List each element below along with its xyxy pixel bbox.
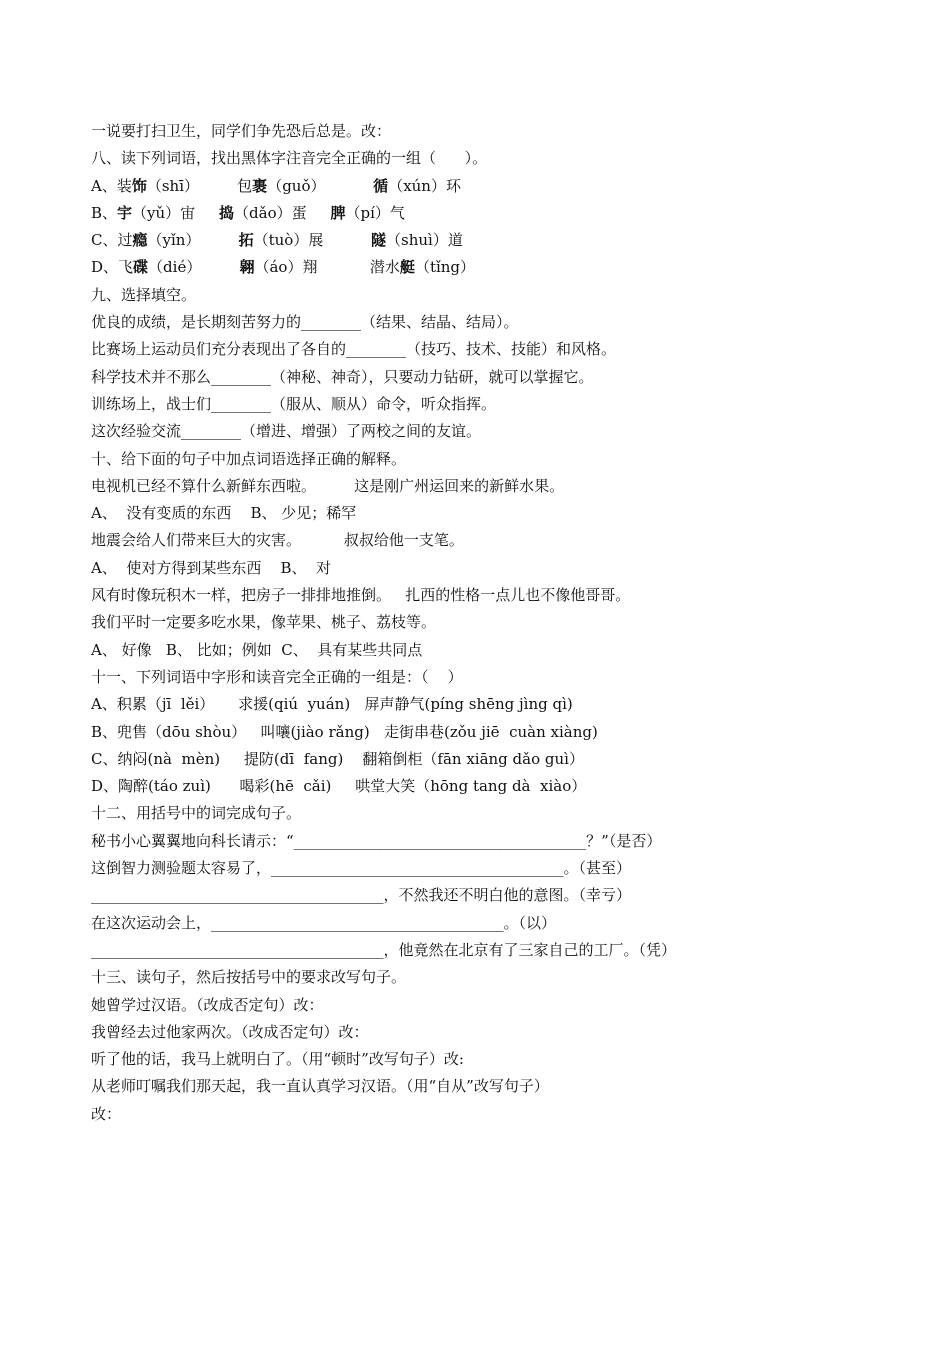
text-line: 从老师叮嘱我们那天起，我一直认真学习汉语。（用“自从”改写句子） — [91, 1077, 549, 1096]
text-line: 这次经验交流________（增进、增强）了两校之间的友谊。 — [91, 422, 482, 441]
text-line — [91, 227, 891, 254]
worksheet-page — [91, 118, 891, 1128]
text-line: 风有时像玩积木一样，把房子一排排地推倒。 扎西的性格一点儿也不像他哥哥。 — [91, 586, 631, 605]
bold-character: 宇 — [117, 203, 133, 222]
bold-character: 拓 — [238, 231, 254, 250]
text-line: 一说要打扫卫生，同学们争先恐后总是。改： — [91, 122, 392, 140]
bold-character: 翱 — [239, 258, 255, 277]
text-line: 十二、用括号中的词完成句子。 — [91, 804, 302, 823]
text-segment: （yǔ）宙 — [132, 203, 220, 222]
text-segment: D、飞 — [91, 258, 134, 277]
text-line: 优良的成绩，是长期刻苦努力的________（结果、结晶、结局）。 — [91, 313, 519, 332]
bold-character: 饰 — [131, 176, 147, 195]
text-segment: （xún）环 — [388, 176, 461, 195]
text-line: 我们平时一定要多吃水果，像苹果、桃子、荔枝等。 — [91, 613, 437, 632]
text-line: 这倒智力测验题太容易了，_______________________________________。（甚至） — [91, 859, 632, 878]
text-segment: （tuò）展 — [253, 231, 371, 250]
text-line: A、积累（jī lěi） 求援(qiú yuán) 屏声静气(píng shēng jìng qì) — [91, 695, 573, 714]
bold-character: 隧 — [371, 231, 387, 250]
text-segment: C、过 — [91, 231, 133, 250]
text-line: A、 没有变质的东西 B、 少见；稀罕 — [91, 504, 357, 523]
text-line: C、纳闷(nà mèn) 提防(dī fang) 翻箱倒柜（fān xiāng dǎo guì） — [91, 749, 584, 768]
text-line: 十、给下面的句子中加点词语选择正确的解释。 — [91, 449, 407, 468]
text-line: 十三、读句子，然后按括号中的要求改写句子。 — [91, 968, 407, 987]
bold-character: 脾 — [330, 203, 346, 222]
text-line: 训练场上，战士们________（服从、顺从）命令，听众指挥。 — [91, 394, 497, 413]
text-line: A、 好像 B、 比如；例如 C、 具有某些共同点 — [91, 640, 423, 659]
text-line: 十一、下列词语中字形和读音完全正确的一组是：（ ） — [91, 667, 463, 686]
text-line: 听了他的话，我马上就明白了。（用“顿时”改写句子）改: — [91, 1050, 464, 1069]
text-line: D、陶醉(táo zuì) 喝彩(hē cǎi) 哄堂大笑（hōng tang dà xiào） — [91, 777, 587, 796]
text-line — [91, 173, 891, 200]
text-line: 九、选择填空。 — [91, 285, 197, 304]
text-segment: （shuì）道 — [386, 231, 463, 250]
text-line — [91, 200, 891, 227]
text-line: 科学技术并不那么________（神秘、神奇），只要动力钻研，就可以掌握它。 — [91, 367, 594, 386]
text-line: 比赛场上运动员们充分表现出了各自的________（技巧、技术、技能）和风格。 — [91, 340, 617, 359]
text-line: 八、读下列词语，找出黑体字注音完全正确的一组（ ）。 — [91, 149, 488, 168]
text-line: 电视机已经不算什么新鲜东西啦。 这是刚广州运回来的新鲜水果。 — [91, 476, 565, 495]
text-segment: A、装 — [91, 176, 132, 195]
bold-character: 碟 — [133, 258, 149, 277]
text-line: 地震会给人们带来巨大的灾害。 叔叔给他一支笔。 — [91, 531, 464, 550]
text-line: 我曾经去过他家两次。（改成否定句）改： — [91, 1022, 369, 1041]
bold-character: 瘾 — [132, 231, 148, 250]
bold-character: 捣 — [219, 203, 235, 222]
text-segment: （shī） 包 — [146, 176, 253, 195]
text-segment: （pí）气 — [345, 203, 405, 222]
text-line: A、 使对方得到某些东西 B、 对 — [91, 558, 332, 577]
text-line: _______________________________________，不然我还不明白他的意图。（幸亏） — [91, 886, 632, 905]
text-line: _______________________________________，他竟然在北京有了三家自己的工厂。（凭） — [91, 940, 677, 959]
text-line: 在这次运动会上，_______________________________________。（以） — [91, 913, 557, 932]
text-line — [91, 254, 891, 281]
text-line: 改： — [91, 1104, 122, 1123]
text-segment: （yǐn） — [147, 231, 239, 250]
text-segment: （dǎo）蛋 — [234, 203, 331, 222]
bold-character: 循 — [373, 176, 389, 195]
text-line: 她曾学过汉语。（改成否定句）改： — [91, 995, 324, 1014]
text-segment: （dié） — [148, 258, 240, 277]
text-line: 秘书小心翼翼地向科长请示：“_______________________________________？”（是否） — [91, 831, 662, 850]
text-segment: （tǐng） — [414, 258, 476, 277]
text-segment: （guǒ） — [267, 176, 374, 195]
text-segment: B、 — [91, 203, 118, 222]
bold-character: 裹 — [252, 176, 268, 195]
bold-character: 艇 — [399, 258, 415, 277]
text-segment: （áo）翔 潜水 — [254, 258, 400, 277]
text-line: B、兜售（dōu shòu） 叫嚷(jiào rǎng) 走街串巷(zǒu jiē cuàn xiàng) — [91, 722, 598, 741]
